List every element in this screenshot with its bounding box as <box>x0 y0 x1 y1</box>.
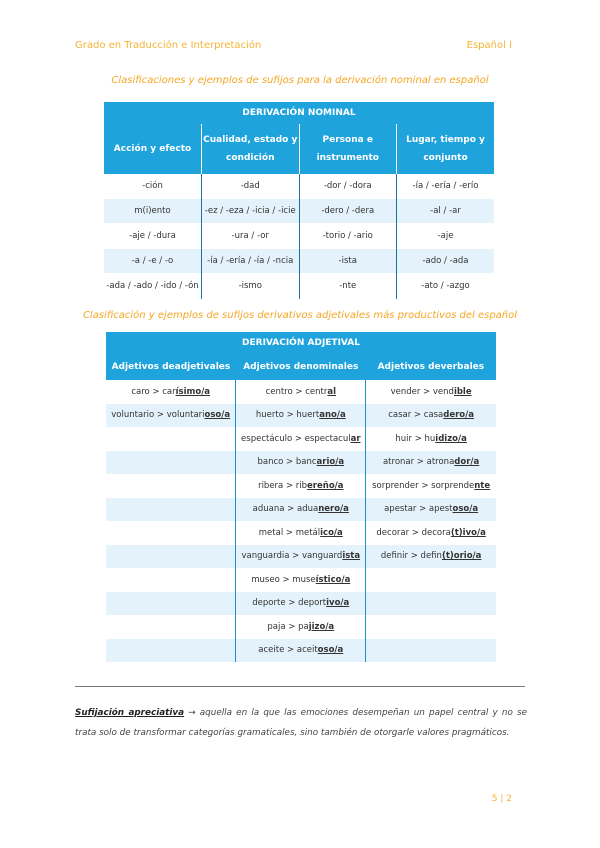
table-cell <box>236 498 366 522</box>
column-header: Adjetivos deverbales <box>366 354 496 380</box>
table-row <box>106 404 496 428</box>
word-stem: casar > casa <box>388 410 444 421</box>
word-stem: huerto > huert <box>255 410 320 421</box>
word-stem: voluntario > voluntari <box>111 410 205 421</box>
table-cell: m(i)ento <box>104 199 202 224</box>
adjetival-table-title: Clasificación y ejemplos de sufijos derivativos adjetivales más productivos del español <box>82 310 518 321</box>
table-cell <box>106 451 236 475</box>
table-cell: -dero / -dera <box>299 199 397 224</box>
suffix: jizo/a <box>308 621 335 632</box>
table-cell: -ada / -ado / -ido / -ón <box>104 274 202 299</box>
table-cell <box>236 427 366 451</box>
column-header: Lugar, tiempo y conjunto <box>397 124 495 174</box>
table-row <box>104 249 494 274</box>
suffix: ísimo/a <box>175 386 211 397</box>
table-cell <box>366 404 496 428</box>
table-row <box>106 474 496 498</box>
table-cell: -ismo <box>202 274 300 299</box>
table-cell <box>236 474 366 498</box>
suffix: ístico/a <box>315 574 351 585</box>
table-cell <box>106 380 236 404</box>
word-stem: aduana > adua <box>252 504 319 515</box>
table-row <box>106 639 496 663</box>
word-stem: banco > banc <box>257 457 317 468</box>
table-cell <box>106 427 236 451</box>
header-course: Grado en Traducción e Interpretación <box>75 40 262 51</box>
table-cell <box>236 521 366 545</box>
table-row <box>106 427 496 451</box>
suffix: ereño/a <box>307 480 344 491</box>
table-row <box>106 545 496 569</box>
table-cell <box>366 521 496 545</box>
column-header: Adjetivos denominales <box>236 354 366 380</box>
column-header: Adjetivos deadjetivales <box>106 354 236 380</box>
word-stem: sorprender > sorprende <box>372 480 475 491</box>
table-cell <box>366 592 496 616</box>
table-row <box>106 380 496 404</box>
word-stem: deporte > deport <box>252 598 327 609</box>
table-row <box>104 174 494 199</box>
table-cell: -ez / -eza / -icia / -icie <box>202 199 300 224</box>
table-cell <box>366 568 496 592</box>
table-row <box>104 199 494 224</box>
nominal-derivation-table <box>104 102 494 299</box>
word-stem: museo > muse <box>251 574 316 585</box>
table-cell: -ía / -ería / -ía / -ncia <box>202 249 300 274</box>
table-cell: -aje / -dura <box>104 224 202 249</box>
word-stem: vender > vend <box>390 386 454 397</box>
table-cell <box>366 451 496 475</box>
definition-text: aquella en la que las emociones desempeñan un papel central y no se trata solo de transformar categorías gramaticales, sino también de otorgarle valores pragmáticos. <box>75 708 527 738</box>
definition-term: Sufijación apreciativa <box>75 708 185 718</box>
table-row <box>106 521 496 545</box>
suffix: oso/a <box>317 645 344 656</box>
word-stem: atronar > atrona <box>382 457 455 468</box>
table-cell <box>366 474 496 498</box>
table-cell: -aje <box>397 224 495 249</box>
column-header: Cualidad, estado y condición <box>202 124 300 174</box>
table-cell <box>236 592 366 616</box>
word-stem: ribera > rib <box>258 480 308 491</box>
table-cell <box>106 498 236 522</box>
table-cell: -ura / -or <box>202 224 300 249</box>
table-cell <box>236 451 366 475</box>
table-row <box>104 224 494 249</box>
table-row <box>106 568 496 592</box>
nominal-table-heading: DERIVACIÓN NOMINAL <box>104 102 494 124</box>
table-cell <box>236 639 366 663</box>
section-divider <box>75 686 525 687</box>
suffix: ario/a <box>316 457 345 468</box>
table-cell <box>236 380 366 404</box>
table-cell <box>106 615 236 639</box>
word-stem: centro > centr <box>265 386 328 397</box>
table-cell <box>236 404 366 428</box>
table-row <box>106 498 496 522</box>
table-cell: -al / -ar <box>397 199 495 224</box>
table-cell <box>366 380 496 404</box>
word-stem: vanguardia > vanguard <box>241 551 343 562</box>
table-cell <box>366 639 496 663</box>
nominal-table-title: Clasificaciones y ejemplos de sufijos para la derivación nominal en español <box>111 75 489 86</box>
table-cell: -ción <box>104 174 202 199</box>
word-stem: huir > hu <box>395 433 436 444</box>
suffix: ano/a <box>319 410 346 421</box>
word-stem: definir > defin <box>380 551 442 562</box>
table-cell: -torio / -ario <box>299 224 397 249</box>
table-cell <box>106 545 236 569</box>
suffix: idizo/a <box>435 433 467 444</box>
suffix: ista <box>342 551 361 562</box>
suffix: oso/a <box>204 410 231 421</box>
suffix: ivo/a <box>326 598 350 609</box>
table-cell: -ato / -azgo <box>397 274 495 299</box>
table-cell: -nte <box>299 274 397 299</box>
adjetival-table-heading: DERIVACIÓN ADJETIVAL <box>106 332 496 354</box>
table-row <box>106 615 496 639</box>
word-stem: aceite > aceit <box>258 645 318 656</box>
table-cell <box>236 545 366 569</box>
table-cell <box>366 427 496 451</box>
arrow-glyph: → <box>184 708 200 718</box>
table-cell: -ado / -ada <box>397 249 495 274</box>
suffix: oso/a <box>452 504 479 515</box>
table-row <box>106 592 496 616</box>
suffix: ar <box>350 433 361 444</box>
suffix: dor/a <box>454 457 480 468</box>
table-cell <box>236 615 366 639</box>
table-cell <box>106 639 236 663</box>
table-cell: -ista <box>299 249 397 274</box>
suffix: al <box>327 386 336 397</box>
word-stem: espectáculo > espectacul <box>241 433 351 444</box>
table-cell <box>366 498 496 522</box>
table-cell <box>106 474 236 498</box>
word-stem: caro > car <box>131 386 176 397</box>
word-stem: metal > metál <box>258 527 321 538</box>
table-row <box>104 274 494 299</box>
header-subject: Español I <box>466 40 512 51</box>
table-cell <box>106 521 236 545</box>
table-cell <box>366 615 496 639</box>
word-stem: apestar > apest <box>384 504 453 515</box>
table-cell: -dor / -dora <box>299 174 397 199</box>
definition-paragraph <box>75 703 527 743</box>
table-cell <box>236 568 366 592</box>
suffix: (t)ivo/a <box>450 527 486 538</box>
suffix: ico/a <box>320 527 343 538</box>
table-cell <box>106 568 236 592</box>
suffix: (t)orio/a <box>441 551 482 562</box>
suffix: dero/a <box>443 410 474 421</box>
table-cell <box>366 545 496 569</box>
adjetival-derivation-table <box>106 332 496 662</box>
table-cell: -ía / -ería / -erío <box>397 174 495 199</box>
column-header: Persona e instrumento <box>299 124 397 174</box>
table-cell: -dad <box>202 174 300 199</box>
table-row <box>106 451 496 475</box>
suffix: ible <box>453 386 472 397</box>
page-number: 5 | 2 <box>491 794 512 804</box>
suffix: nte <box>474 480 491 491</box>
word-stem: paja > pa <box>267 621 309 632</box>
column-header: Acción y efecto <box>104 124 202 174</box>
table-cell <box>106 592 236 616</box>
word-stem: decorar > decora <box>376 527 451 538</box>
table-cell <box>106 404 236 428</box>
suffix: nero/a <box>318 504 349 515</box>
table-cell: -a / -e / -o <box>104 249 202 274</box>
